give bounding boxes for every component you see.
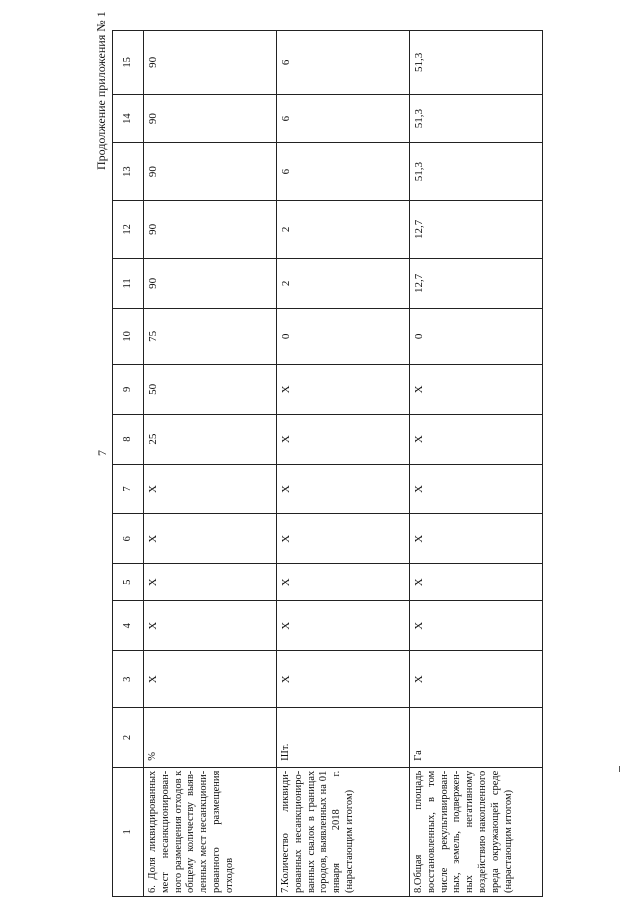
value-cell: 6 — [277, 94, 410, 143]
table-row-indicator-7 — [277, 31, 410, 897]
table-row-indicator-8 — [410, 31, 543, 897]
value-cell: 0 — [277, 308, 410, 364]
value-cell: 6 — [277, 31, 410, 95]
value-cell: 25 — [144, 414, 277, 464]
header-cell: 5 — [113, 564, 144, 601]
indicator-name: 6. Доля ликвидированных мест несанкционирован-ного размещения отходов к общему количеству выяв-ленных мест несанкциони-рованного размещения отходов — [144, 767, 277, 896]
value-cell: Х — [410, 464, 543, 514]
value-cell: Х — [410, 564, 543, 601]
value-cell: Х — [277, 514, 410, 564]
value-cell: 12,7 — [410, 200, 543, 258]
value-cell: Х — [144, 464, 277, 514]
page-number: 7 — [95, 450, 109, 456]
value-cell: Х — [410, 514, 543, 564]
value-cell: 51,3 — [410, 31, 543, 95]
indicator-unit: Га — [410, 708, 543, 767]
indicator-unit: Шт. — [277, 708, 410, 767]
value-cell: Х — [277, 464, 410, 514]
value-cell: Х — [277, 414, 410, 464]
header-cell: 8 — [113, 414, 144, 464]
value-cell: 75 — [144, 308, 277, 364]
scan-speck — [619, 766, 620, 772]
value-cell: Х — [277, 601, 410, 651]
header-cell: 3 — [113, 651, 144, 708]
header-cell: 2 — [113, 708, 144, 767]
indicators-table — [112, 30, 543, 897]
header-cell: 13 — [113, 143, 144, 200]
value-cell: Х — [277, 364, 410, 414]
value-cell: Х — [144, 601, 277, 651]
value-cell: 51,3 — [410, 94, 543, 143]
indicator-name: 7.Количество ликвиди-рованных несанкциониро-ванных свалок в границах городов, выявленных на 01 января 2018 г. (нарастающим итогом) — [277, 767, 410, 896]
header-cell: 12 — [113, 200, 144, 258]
header-cell: 11 — [113, 258, 144, 308]
value-cell: Х — [144, 514, 277, 564]
value-cell: Х — [277, 651, 410, 708]
value-cell: 50 — [144, 364, 277, 414]
value-cell: Х — [277, 564, 410, 601]
value-cell: 90 — [144, 258, 277, 308]
value-cell: 0 — [410, 308, 543, 364]
header-cell: 7 — [113, 464, 144, 514]
value-cell: 51,3 — [410, 143, 543, 200]
table-row-indicator-6 — [144, 31, 277, 897]
value-cell: 2 — [277, 200, 410, 258]
value-cell: Х — [144, 564, 277, 601]
header-cell: 6 — [113, 514, 144, 564]
value-cell: 90 — [144, 200, 277, 258]
indicator-unit: % — [144, 708, 277, 767]
value-cell: 90 — [144, 31, 277, 95]
value-cell: Х — [410, 414, 543, 464]
value-cell: 90 — [144, 143, 277, 200]
header-cell: 14 — [113, 94, 144, 143]
value-cell: 6 — [277, 143, 410, 200]
value-cell: Х — [410, 651, 543, 708]
header-cell: 4 — [113, 601, 144, 651]
value-cell: 90 — [144, 94, 277, 143]
header-cell: 10 — [113, 308, 144, 364]
indicator-name: 8.Общая площадь восстановленных, в том числе рекультивирован-ных, земель, подвержен-ных негативному воздействию накопленного вреда окружающей среде (нарастающим итогом) — [410, 767, 543, 896]
value-cell: 2 — [277, 258, 410, 308]
value-cell: Х — [144, 651, 277, 708]
value-cell: Х — [410, 601, 543, 651]
header-cell: 9 — [113, 364, 144, 414]
header-cell: 15 — [113, 31, 144, 95]
value-cell: Х — [410, 364, 543, 414]
value-cell: 12,7 — [410, 258, 543, 308]
header-cell: 1 — [113, 767, 144, 896]
header-row — [113, 31, 144, 897]
continuation-label: Продолжение приложения № 1 — [94, 11, 108, 170]
